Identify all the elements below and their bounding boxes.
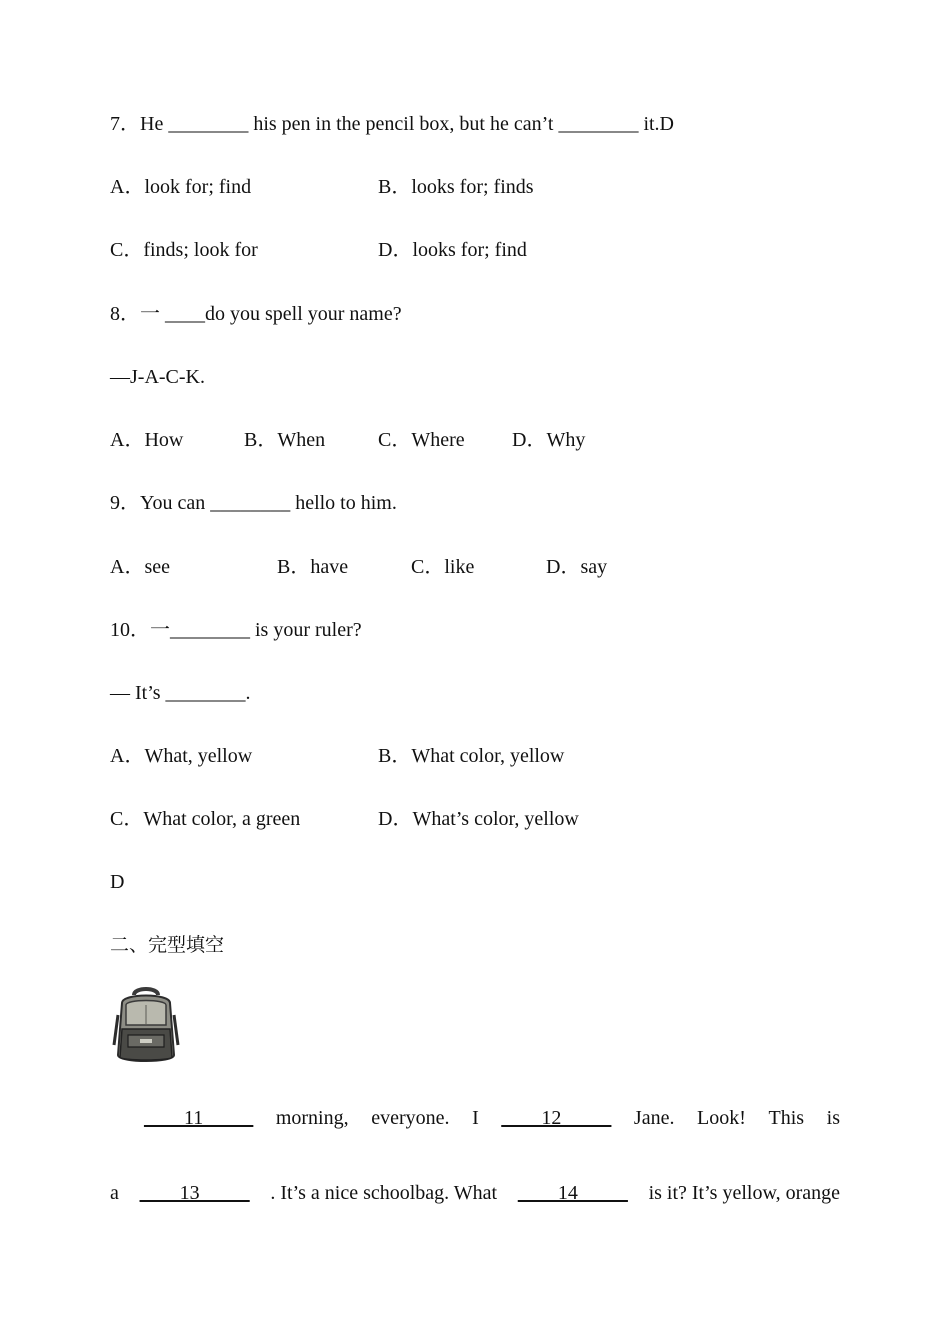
- blank-11: ____11_____: [144, 1107, 254, 1129]
- q10-option-d: D．What’s color, yellow: [378, 808, 579, 830]
- q8-option-d: D．Why: [512, 429, 586, 451]
- q10-option-b: B．What color, yellow: [378, 745, 565, 767]
- passage-line-2-end: is it? It’s yellow, orange: [648, 1182, 840, 1204]
- q8-option-a: A．How: [110, 429, 184, 451]
- question-8-stem: 8．一 ____do you spell your name?: [110, 303, 402, 325]
- q10-option-a: A．What, yellow: [110, 745, 253, 767]
- q8-option-b: B．When: [244, 429, 326, 451]
- passage-line-1: [110, 1106, 840, 1130]
- schoolbag-image: [112, 985, 180, 1067]
- word-jane: Jane.: [633, 1107, 675, 1129]
- q9-option-b: B．have: [277, 556, 349, 578]
- word-is: is: [826, 1107, 840, 1129]
- passage-line-2-middle: . It’s a nice schoolbag. What: [270, 1182, 498, 1204]
- q9-option-c: C．like: [411, 556, 475, 578]
- passage-line-2: [110, 1181, 840, 1205]
- blank-12: ____12_____: [501, 1107, 612, 1129]
- q7-option-a: A．look for; find: [110, 176, 252, 198]
- word-i: I: [472, 1107, 479, 1129]
- word-morning: morning,: [275, 1107, 349, 1129]
- q7-option-d: D．looks for; find: [378, 239, 527, 261]
- question-7-stem: 7．He ________ his pen in the pencil box, but he can’t ________ it.D: [110, 113, 674, 135]
- question-8-answer-line: —J-A-C-K.: [110, 366, 205, 388]
- word-this: This: [768, 1107, 805, 1129]
- blank-14: ____14_____: [517, 1182, 628, 1204]
- question-9-stem: 9．You can ________ hello to him.: [110, 492, 397, 514]
- question-10-stem: 10．一________ is your ruler?: [110, 619, 362, 641]
- question-10-answer-line: — It’s ________.: [110, 682, 251, 704]
- word-a: a: [110, 1182, 119, 1204]
- answer-d: D: [110, 871, 125, 893]
- q10-option-c: C．What color, a green: [110, 808, 301, 830]
- q9-option-a: A．see: [110, 556, 170, 578]
- q7-option-b: B．looks for; finds: [378, 176, 534, 198]
- q7-option-c: C．finds; look for: [110, 239, 258, 261]
- section-title: 二、完型填空: [110, 934, 225, 956]
- word-look: Look!: [697, 1107, 746, 1129]
- word-everyone: everyone.: [371, 1107, 450, 1129]
- q9-option-d: D．say: [546, 556, 608, 578]
- q8-option-c: C．Where: [378, 429, 465, 451]
- blank-13: ____13_____: [139, 1182, 250, 1204]
